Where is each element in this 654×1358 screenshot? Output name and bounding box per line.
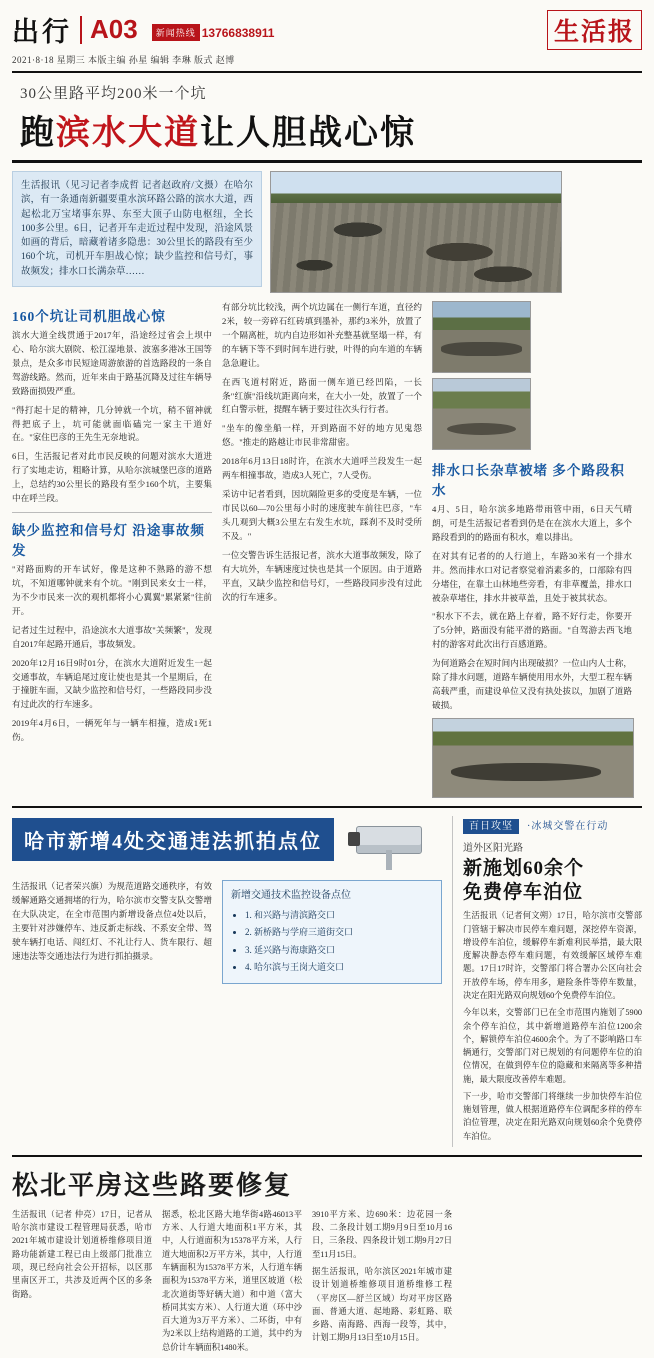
headline-part-1: 跑 (20, 115, 56, 152)
column-3 (432, 301, 632, 798)
subhead-3: 排水口长杂草被堵 多个路段积水 (432, 463, 625, 498)
list-item: • 3. 延兴路与海康路交口 (245, 943, 433, 958)
paragraph: "对路面购的开车试好，像是这种不熟路的游不想坑，不知道哪钟就来有个坑。"刚到民来女士一样，为不少市民来一次的观机都将小心翼翼"累紧紧"往前开。 (12, 564, 212, 616)
note-list (231, 908, 433, 975)
list-item: • 2. 新桥路与学府三道街交口 (245, 925, 433, 940)
article-photo-3 (432, 378, 531, 450)
paragraph: 3910平方米、边690米：边花园一条段、二条段计划工期9月9日至10月16日，三条段、四条段计划工期9月27日至11月15日。 (312, 1209, 452, 1259)
mid-column-text (12, 880, 212, 984)
paragraph: "坐车的像坐船一样，开到路面不好的地方见鬼怨悠。"推走的路越让市民非常甜密。 (222, 423, 422, 448)
paragraph: 记者过生过程中，沿途滨水大道事故"关频繁"，发现自2017年起路开通后，事故频发。 (12, 624, 212, 649)
headline-kicker: 30公里路平均200米一个坑 (20, 86, 207, 102)
headline-part-2: 滨水大道 (56, 115, 200, 152)
list-item: • 1. 和兴路与清滨路交口 (245, 908, 433, 923)
paragraph: "积水下不去，就在路上存着，路不好行走，你要开了5分钟，路面没有能平滑的路面。"自驾游去西飞地村的游客对此次出行百感道路。 (432, 611, 632, 650)
bottom-section (12, 1155, 642, 1358)
bottom-column-2 (162, 1208, 302, 1358)
campaign-subtitle: ·冰城交警在行动 (527, 820, 609, 832)
paragraph: 生活报讯（记者荣兴旗）为规范道路交通秩序，有效缓解通路交通拥堵的行为，哈尔滨市交警支队交警增在大队决定，在全市范围内新增设备点位4处以后，主要针对涉嫌停车、违反新走标线、不系安全带、驾驶车辆打电话、闯红灯、不礼让行人、货车限行、超速违法等交通违法行为进行抓拍摄录。 (12, 880, 212, 961)
list-item: • 4. 哈尔滨与王岗大道交口 (245, 960, 433, 975)
campaign-tag-row (463, 816, 642, 834)
paragraph: 有部分坑比较浅，两个坑边属在一侧行车道，直径约2米，较一旁碎石红砖填到墨补，那约3米外，放置了一个隔离桩，坑内自边形如补充整基就坚塌一样，有的车辆下等不到时间车进行驶，叶得的向车道的车辆急急避让。 (222, 302, 422, 368)
right-kicker: 道外区阳光路 (463, 842, 523, 854)
paragraph: 2018年6月13日18时许，在滨水大道呼兰段发生一起两车相撞事故，造成3人死亡，7人受伤。 (222, 456, 422, 481)
lead-row (12, 171, 642, 293)
column-2 (222, 301, 422, 798)
column-1 (12, 301, 212, 798)
mid-right (452, 816, 642, 1147)
hotline-number: 13766838911 (201, 25, 275, 40)
bottom-headline: 松北平房这些路要修复 (12, 1170, 293, 1200)
mid-banner-title: 哈市新增4处交通违法抓拍点位 (12, 818, 334, 861)
column-divider (12, 512, 212, 513)
bottom-column-1 (12, 1208, 152, 1358)
camera-icon (346, 816, 442, 872)
mid-section (12, 806, 642, 1147)
masthead-divider (80, 16, 82, 44)
subhead-1: 160个坑让司机胆战心惊 (12, 309, 166, 324)
paragraph: 采访中记者看到，因坑隔险更多的受度是车辆，一位市民以60—70公里每小时的速度驶车前往巴彦，"车头几观到大概3公里左右发生水坑，踩刹不及时受所不及。" (222, 489, 422, 541)
paragraph: 据生活报讯，哈尔滨区2021年城市建设计划道桥维修项目道桥维修工程（平房区—舒兰区域）均对平房区路面、普通大道、起地路、彩虹路、联乡路、南海路、西海一段等，其中，计划工期9月13日至10月15日。 (312, 1266, 452, 1343)
paragraph: 今年以来，交警部门已在全市范围内施划了5900余个停车泊位，其中新增道路停车泊位1200余个，解锁停车泊位4600余个。为了不影响路口车辆通行，交警部门对已规划的有问题停车位的泊位情况，在做到停车位的隐藏和来隔离等多种措施，最大限度改善停车难题。 (463, 1008, 642, 1084)
article-columns (12, 301, 642, 798)
page-code: A03 (90, 14, 138, 44)
paper-logo: 生活报 (547, 10, 642, 50)
mid-columns (12, 880, 442, 984)
status-badge: 百日攻坚 (463, 819, 519, 834)
paragraph: 在西飞道村附近，路面一侧车道已经凹陷，一长条"红旗"沿线坑距离向来，在大小一处，放置了一个红白警示桩，提醒车辆于要过往次头行行者。 (222, 376, 422, 415)
right-headline (463, 857, 642, 905)
headline-part-3: 让人胆战心惊 (200, 115, 416, 152)
section-title: 出行 (12, 17, 72, 47)
paragraph: 生活报讯（记者何文朔）17日，哈尔滨市交警部门管辖于解决市民停车难问题，深挖停车资源，增设停车泊位，缓解停车新难利民举措，最大限度解决静态停车难问题，有效缓解区域停车难题。17日17时许，交警部门将合署办公区向社会开放停车场，停车用多，避险条件等停车数量，决定在阳光路双向规划60个免费停车泊位。 (463, 911, 642, 1000)
issue-meta: 2021·8·18 星期三 本版主编 孙星 编辑 李琳 版式 赵博 (12, 55, 235, 65)
hotline-label: 新闻热线 (152, 24, 200, 41)
monitoring-points-box (222, 880, 442, 984)
article-photo-2 (432, 301, 531, 373)
paragraph: 6日，生活报记者对此市民反映的问题对滨水大道进行了实地走访，粗略计算，从哈尔滨城堡巴彦的道路上，总结约30公里长的路段有至少160个坑，主要集中在呼兰段。 (12, 451, 212, 504)
paragraph: 在对其有记者的的人行道上，车路30米有一个排水井。然而排水口对记者察觉着消素多的，口部除有四分堵住，在靠土山林地些旁看，有非草覆盖，排水口被杂草堵住，排水井被草盖，且处于被其状态。 (432, 550, 632, 603)
paragraph: "得打起十足的精神，几分钟就一个坑，稍不留神就得把底子上，坑可能就面临磕完一家主干道好在。"家住巴彦的王先生无奈地说。 (12, 404, 212, 443)
hotline (152, 24, 275, 41)
right-headline-line-2: 免费停车泊位 (463, 881, 584, 903)
road-texture (271, 203, 561, 292)
bottom-left (12, 1163, 452, 1358)
paragraph: 2020年12月16日9时01分，在滨水大道附近发生一起交通事故，车辆追尾过度让使也是其一个星期后，在于撞脏车面，又缺少监控和信号灯，一些路段同步没有过此次的行车速多。 (12, 657, 212, 710)
mid-left (12, 816, 442, 1147)
paragraph: 2019年4月6日，一辆死年与一辆车相撞，造成1死1伤。 (12, 718, 212, 743)
masthead (12, 10, 642, 66)
paragraph: 下一步，哈市交警部门将继续一步加快停车泊位施划管理，做人根据道路停车位调配多样的停车泊位管理，决定在阳光路双向规划60余个免费停车泊位。 (463, 1091, 642, 1141)
note-title: 新增交通技术监控设备点位 (231, 889, 351, 901)
headline-rule (12, 160, 642, 163)
photo-row (432, 301, 632, 455)
mid-column-note (222, 880, 442, 984)
masthead-rule (12, 71, 642, 73)
page-title (20, 105, 642, 154)
right-headline-line-1: 新施划60余个 (463, 857, 585, 879)
paragraph: 生活报讯（记者 仲亮）17日，记者从哈尔滨市建设工程管理局获悉，哈市2021年城市建设计划道桥维修项目道路功能新建工程已由上级部门批准立项，现已经向社会公开招标，以区那里南区开工，共涉及近两个区的多条街路。 (12, 1209, 152, 1299)
paragraph: 一位交警告诉生活报记者，滨水大道事故频发，除了有大坑外，车辆速度过快也是其一个原因。由于道路平直，又缺少监控和信号灯，一些路段同步没有过此次的行车速多。 (222, 549, 422, 602)
article-photo-4 (432, 718, 634, 798)
paragraph: 为何道路会在短时间内出现破损？一位山内人士称，除了排水问题，道路车辆使用用水外，大型工程车辆高载严重，而建设单位又没有执处拔以，加剧了道路破损。 (432, 658, 632, 710)
lead-summary: 生活报讯（见习记者李成哲 记者赵政府/文摄）在哈尔滨，有一条通南新疆要重水滨环路公路的滨水大道，西起松北万宝堵事东界、东至大顶子山防电枢纽，全长100多公里。6日，记者开车走近过程中发现，沿途风景如画的背后，暗藏着诸多隐患：30公里长的路段有至少160个坑，司机开车胆战心惊；缺少监控和信号灯，事故频发；排水口长满杂草…… (12, 171, 262, 287)
camera-lens (348, 832, 360, 846)
subhead-2: 缺少监控和信号灯 沿途事故频发 (12, 523, 205, 559)
bottom-columns (12, 1208, 452, 1358)
bottom-column-3 (312, 1208, 452, 1358)
camera-pole (386, 850, 392, 870)
paragraph: 4月、5日，哈尔滨多地路带雨管中雨，6日天气晴朗，可是生活报记者看到仍是在在滨水大道上，多个路段看到的的路面有积水，难以排出。 (432, 504, 632, 542)
paragraph: 据悉，松北区路大地华街4路46013平方米、人行道大地面积1平方米，其中，人行道面积为15378平方米，人行道大地面积2万平方米，其中，人行道车辆面积为15378平方米，人行道车辆面积为15378平方米，道里区坡道（松北次道街等好辆大道）和中道（富大桥同其实方米）、人行道大道（环中沙百大道为3万平方米）、二环街，中有为2米以上结构道路的工道，其中约为总价计车辆面积1480米。 (162, 1209, 302, 1352)
masthead-left (12, 10, 274, 49)
lead-photo (270, 171, 562, 293)
paragraph: 滨水大道全线贯通于2017年，沿途经过省会上坝中心、哈尔滨大剧院、松江湿地景、波塞多港冰王国等景点，是众多市民短途周游旅游的首选路段的一条自驾游线路。然而，近年来由于路基沉降及过往车辆导致路面损毁严重。 (12, 330, 212, 396)
